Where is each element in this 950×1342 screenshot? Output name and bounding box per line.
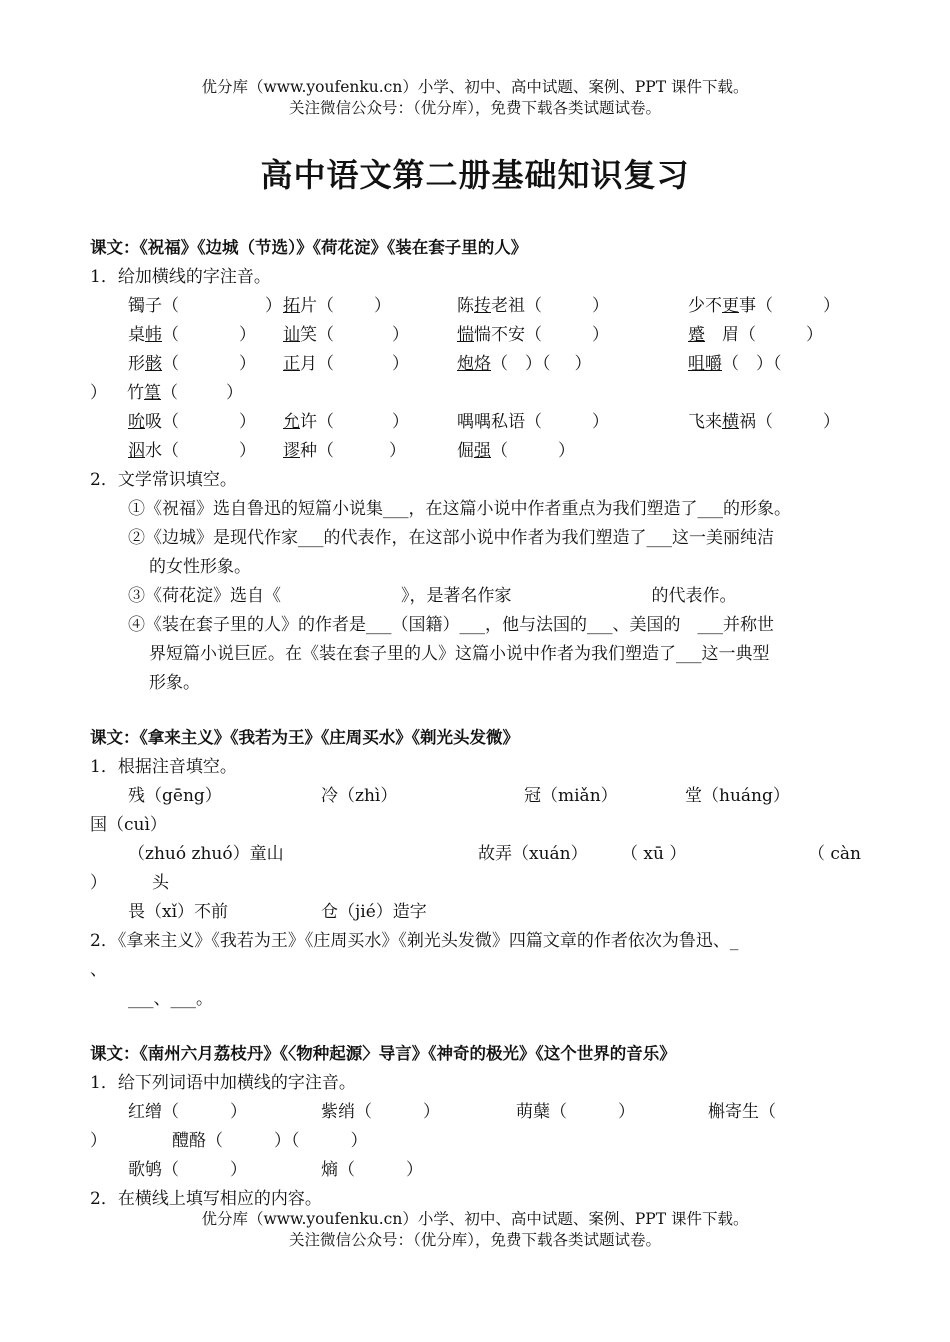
pinyin-item-cont: 头 <box>152 873 169 893</box>
word-item: 萌蘖（ ） <box>516 1102 635 1122</box>
s1-item-2: ②《边城》是现代作家___的代表作，在这部小说中作者为我们塑造了___这一美丽纯洁 <box>128 528 774 548</box>
word-item: 惴惴不安（ ） <box>457 325 609 345</box>
s2-question-2-end: ___、___。 <box>128 989 213 1009</box>
pinyin-item: 国（cuì） <box>90 815 167 835</box>
pinyin-item: 残（gēng） <box>128 786 222 806</box>
s1-item-4: ④《装在套子里的人》的作者是___（国籍）___，他与法国的___、美国的 ___并称世 <box>128 615 774 635</box>
word-item: 镯子（ ） <box>128 296 282 316</box>
header-line-1: 优分库（www.youfenku.cn）小学、初中、高中试题、案例、PPT 课件下载。 <box>201 78 749 96</box>
pinyin-item: 畏（xǐ）不前 <box>128 902 229 922</box>
word-item: 炮烙（ ）（ ） <box>457 354 592 374</box>
word-item: 倔强（ ） <box>457 441 575 461</box>
s1-question-1: 1．给加横线的字注音。 <box>90 267 271 287</box>
page-footer <box>0 1209 950 1251</box>
page-title: 高中语文第二册基础知识复习 <box>260 156 690 194</box>
word-item: 正月（ ） <box>283 354 409 374</box>
section-2-heading: 课文：《拿来主义》《我若为王》《庄周买水》《剃光头发微》 <box>90 728 519 747</box>
word-item: 形骸（ ） <box>128 354 256 374</box>
s1-item-2-cont: 的女性形象。 <box>149 557 251 577</box>
word-item: 咀嚼（ ）（ <box>688 354 782 374</box>
s1-item-1: ①《祝福》选自鲁迅的短篇小说集___，在这篇小说中作者重点为我们塑造了___的形象。 <box>128 499 791 519</box>
section-3-heading: 课文：《南州六月荔枝丹》《〈物种起源〉导言》《神奇的极光》《这个世界的音乐》 <box>90 1044 676 1063</box>
page-header <box>0 77 950 119</box>
word-item: 醴酪（ ）（ ） <box>172 1131 368 1151</box>
s2-question-1: 1．根据注音填空。 <box>90 757 237 777</box>
pinyin-item: 冷（zhì） <box>321 786 398 806</box>
word-item: 泅水（ ） <box>128 441 256 461</box>
word-item: 喁喁私语（ ） <box>457 412 609 432</box>
word-item: 歌鸲（ ） <box>128 1160 247 1180</box>
pinyin-item: （ xū ） <box>621 844 687 864</box>
word-item: 熵（ ） <box>321 1160 423 1180</box>
pinyin-item-cont: ） <box>90 873 107 893</box>
word-item: 少不更事（ ） <box>688 296 840 316</box>
s1-item-4-cont: 界短篇小说巨匠。在《装在套子里的人》这篇小说中作者为我们塑造了___这一典型 <box>149 644 770 664</box>
footer-line-1: 优分库（www.youfenku.cn）小学、初中、高中试题、案例、PPT 课件下载。 <box>201 1210 749 1228</box>
word-item: 谬种（ ） <box>283 441 406 461</box>
word-item: 允许（ ） <box>283 412 409 432</box>
footer-line-2: 关注微信公众号：（优分库），免费下载各类试题试卷。 <box>288 1231 661 1249</box>
section-1-heading: 课文：《祝福》《边城（节选）》《荷花淀》《装在套子里的人》 <box>90 238 528 257</box>
word-item: 陈抟老祖（ ） <box>457 296 609 316</box>
word-item: 桌帏（ ） <box>128 325 256 345</box>
s2-question-2-cont: 、 <box>90 960 107 980</box>
pinyin-item: （zhuó zhuó）童山 <box>128 844 284 864</box>
word-item: 讪笑（ ） <box>283 325 409 345</box>
s3-question-2: 2．在横线上填写相应的内容。 <box>90 1189 322 1209</box>
s1-row-3-cont: ） 竹篁（ ） <box>90 383 243 403</box>
s2-question-2: 2．《拿来主义》《我若为王》《庄周买水》《剃光头发微》四篇文章的作者依次为鲁迅、_ <box>90 931 739 951</box>
s1-item-3: ③《荷花淀》选自《 》，是著名作家 的代表作。 <box>128 586 737 606</box>
s1-question-2: 2．文学常识填空。 <box>90 470 237 490</box>
s1-item-4-end: 形象。 <box>149 673 200 693</box>
word-item: 拓片（ ） <box>283 296 391 316</box>
word-item: 吮吸（ ） <box>128 412 256 432</box>
pinyin-item: 冠（miǎn） <box>524 786 618 806</box>
s3-question-1: 1．给下列词语中加横线的字注音。 <box>90 1073 356 1093</box>
word-item-cont: ） <box>90 1131 107 1151</box>
header-line-2: 关注微信公众号：（优分库），免费下载各类试题试卷。 <box>288 99 661 117</box>
word-item: 飞来横祸（ ） <box>688 412 840 432</box>
word-item: 红缯（ ） <box>128 1102 247 1122</box>
word-item: 蹙 眉（ ） <box>688 325 823 345</box>
pinyin-item: 仓（jié）造字 <box>321 902 427 922</box>
word-item: 槲寄生（ <box>708 1102 776 1122</box>
pinyin-item: （ càn <box>808 844 862 864</box>
pinyin-item: 堂（huáng） <box>685 786 790 806</box>
word-item: 紫绡（ ） <box>321 1102 440 1122</box>
pinyin-item: 故弄（xuán） <box>478 844 588 864</box>
